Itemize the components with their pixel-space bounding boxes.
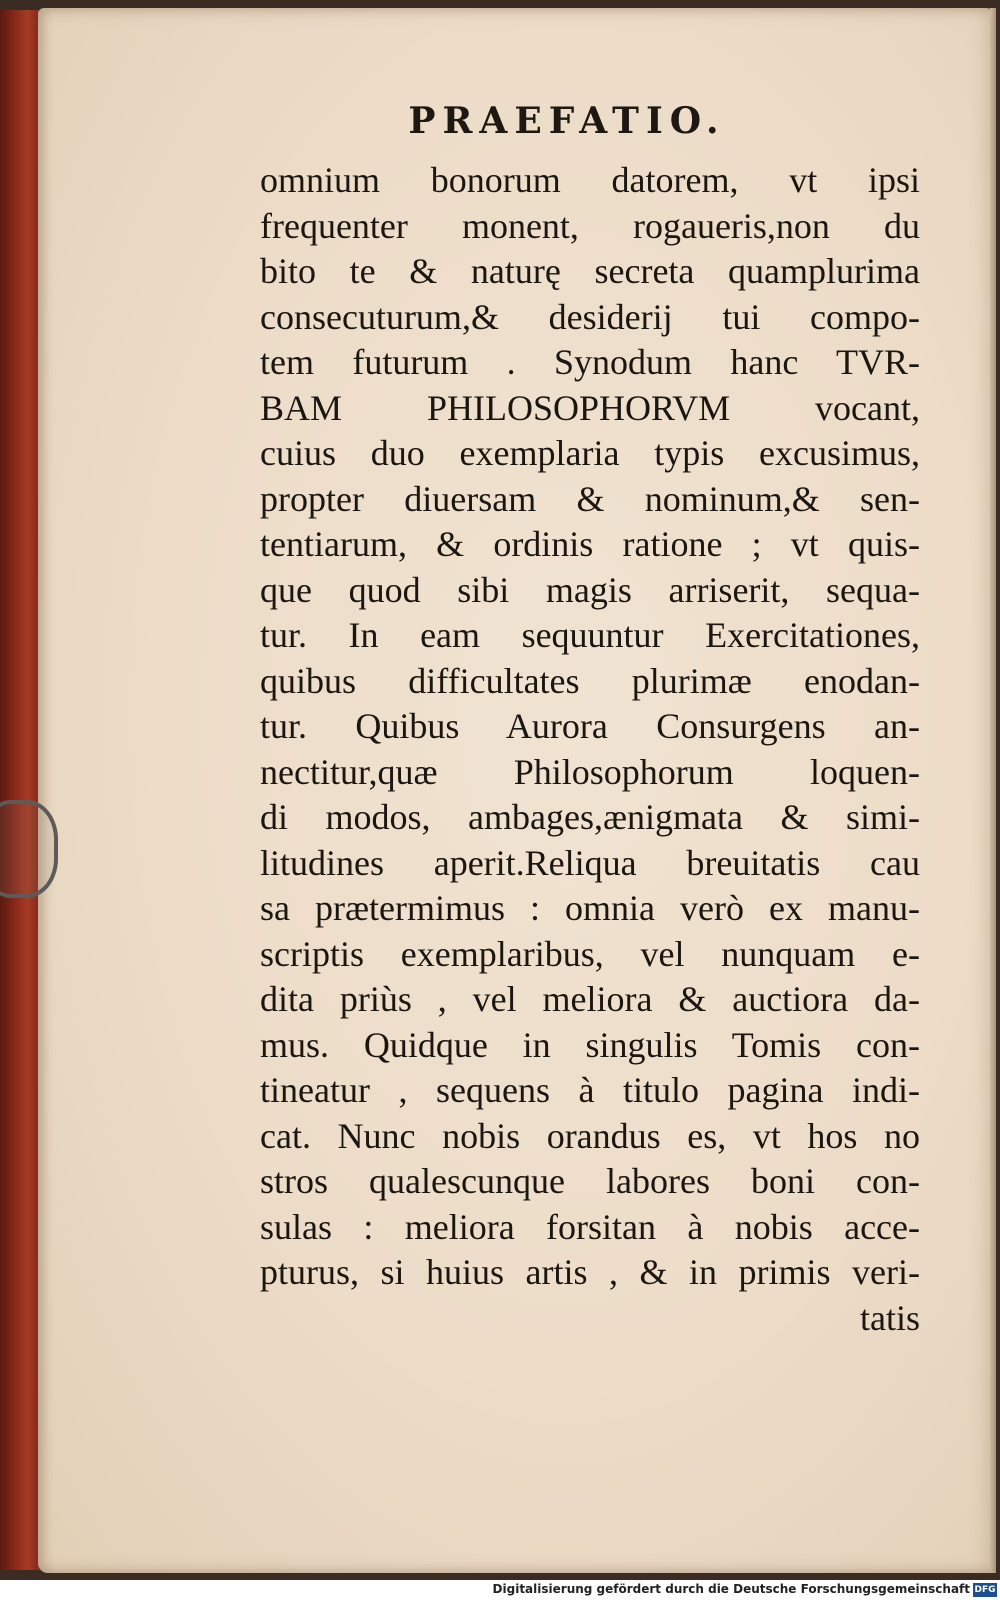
text-line: tineatur , sequens à titulo pagina indi-: [260, 1070, 920, 1110]
text-line: scriptis exemplaribus, vel nunquam e-: [260, 933, 920, 974]
text-line: pturus, si huius artis , & in primis veri-: [260, 1252, 920, 1292]
text-line: frequenter monent, rogaueris,non du: [260, 205, 920, 246]
running-head: PRAEFATIO.: [408, 100, 726, 142]
funding-note: Digitalisierung gefördert durch die Deutsche Forschungsgemeinschaft: [492, 1582, 970, 1596]
clasp-ring: [0, 800, 58, 898]
text-line: propter diuersam & nominum,& sen-: [260, 478, 920, 519]
text-line: mus. Quidque in singulis Tomis con-: [260, 1024, 920, 1065]
text-line: BAM PHILOSOPHORVM vocant,: [260, 387, 920, 428]
text-line: tentiarum, & ordinis ratione ; vt quis-: [260, 524, 920, 564]
text-line: nectitur,quæ Philosophorum loquen-: [260, 751, 920, 792]
dfg-logo: DFG: [974, 1585, 996, 1595]
text-line: que quod sibi magis arriserit, sequa-: [260, 569, 920, 610]
text-line: dita priùs , vel meliora & auctiora da-: [260, 979, 920, 1019]
text-block: [260, 158, 920, 1341]
text-line: quibus difficultates plurimæ enodan-: [260, 660, 920, 701]
text-line: consecuturum,& desiderij tui compo-: [260, 296, 920, 337]
text-line: tur. In eam sequuntur Exercitationes,: [260, 615, 920, 655]
text-line: tatis: [860, 1297, 920, 1338]
text-line: sa prætermimus : omnia verò ex manu-: [260, 888, 920, 928]
text-line: stros qualescunque labores boni con-: [260, 1161, 920, 1201]
text-line: sulas : meliora forsitan à nobis acce-: [260, 1206, 920, 1247]
text-line: omnium bonorum datorem, vt ipsi: [260, 160, 920, 200]
page-edge: [990, 8, 996, 1573]
text-line: tem futurum . Synodum hanc TVR-: [260, 342, 920, 382]
text-line: cat. Nunc nobis orandus es, vt hos no: [260, 1115, 920, 1156]
book-page: [38, 8, 996, 1573]
text-line: di modos, ambages,ænigmata & simi-: [260, 797, 920, 837]
text-line: bito te & naturę secreta quamplurima: [260, 251, 920, 291]
text-line: tur. Quibus Aurora Consurgens an-: [260, 706, 920, 746]
footer-bar: [0, 1580, 1000, 1602]
text-line: litudines aperit.Reliqua breuitatis cau: [260, 842, 920, 883]
text-line: cuius duo exemplaria typis excusimus,: [260, 433, 920, 473]
